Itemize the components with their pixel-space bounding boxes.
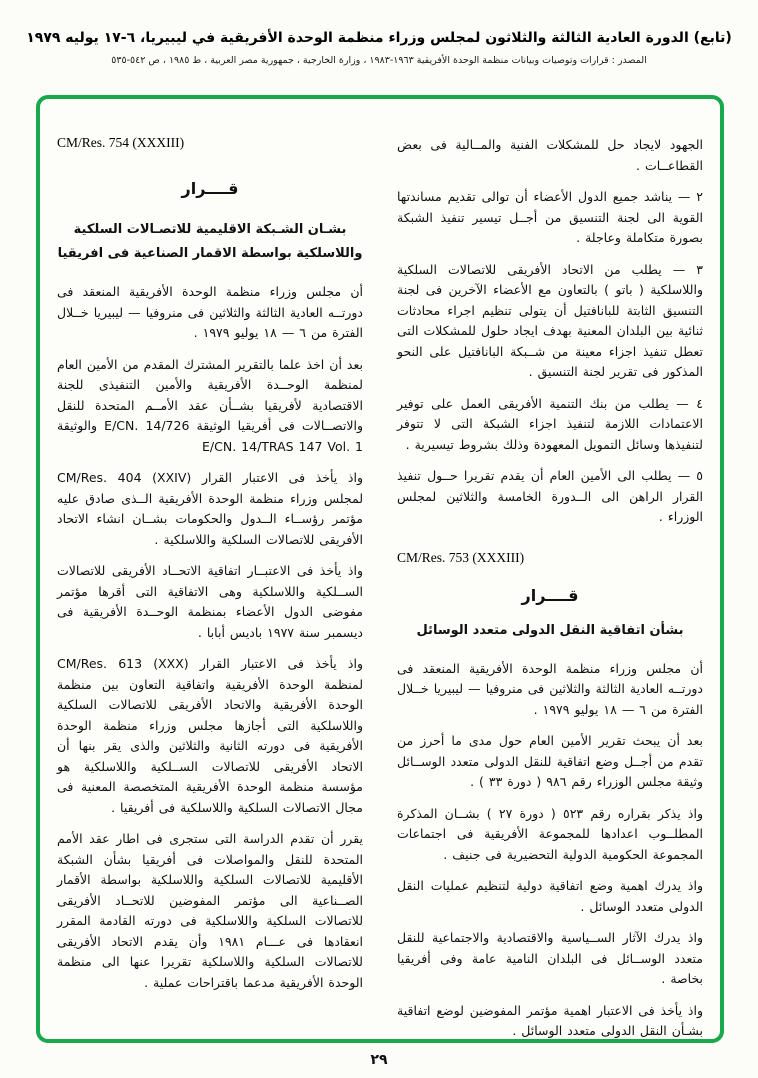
column-right bbox=[397, 135, 703, 1039]
resolution-number-754: CM/Res. 754 (XXXIII) bbox=[57, 135, 185, 150]
paragraph: ٥ — يطلب الى الأمين العام أن يقدم تقريرا حــول تنفيذ القرار الراهن الى الــدورة الخامسة والثلاثين لمجلس الوزراء . bbox=[397, 468, 703, 524]
paragraph: الجهود لايجاد حل للمشكلات الفنية والمــالية فى بعض القطاعــات . bbox=[397, 137, 703, 173]
page-header bbox=[0, 0, 758, 66]
resolution-subject-754 bbox=[57, 218, 363, 266]
paragraph: بعد أن اخذ علما بالتقرير المشترك المقدم من الأمين العام لمنظمة الوحــدة الأفريقية والأمين التنفيذى للجنة الاقتصادية لأفريقيا بشــأن عقد الأمــم المتحدة للنقل والاتصــالات فى أفريقيا الوثيقة E/CN. 14/726 والوثيقة E/CN. 14/TRAS 147 Vol. 1 bbox=[57, 356, 363, 454]
paragraph: واذ يأخذ فى الاعتبار القرار CM/Res. 613 (XXX) لمنظمة الوحدة الأفريقية واتفاقية التعاون بين منظمة الوحدة الأفريقية والاتحاد الأفريقى للاتصالات السلكية واللاسلكية التى أجازها مجلس وزراء منظمة الوحدة الأفريقية فى دورته الثانية والثلاثين والذى يقر بنها أن الاتحاد الأفريقى للاتصالات الســلكية واللاسلكية هو مؤسسة منظمة الوحدة الأفريقية المتخصصة المعنية فى مجال الاتصالات السلكية واللاسلكية فى أفريقيا . bbox=[57, 656, 364, 815]
paragraph: يقرر أن تقدم الدراسة التى ستجرى فى اطار عقد الأمم المتحدة للنقل والمواصلات فى أفريقيا بشأن الشبكة الأقليمية للاتصالات السلكية واللاسلكية بواسطة الأقمار الصــناعية الى مؤتمر المفوضين للاتحــاد الأفريقى للاتصالات السلكية واللاسلكية فى دورته القادمة المقرر انعقادها فى عـــام ١٩٨١ وأن يقدم الاتحاد الأفريقى للاتصالات السلكية واللاسلكية تقريرا عنها الى منظمة الوحدة الأفريقية مدعما باقتراحات عملية . bbox=[57, 831, 364, 990]
paragraph: بعد أن يبحث تقرير الأمين العام حول مدى ما أحرز من تقدم من أجــل وضع اتفاقية للنقل الدولى متعدد الوســائل وثيقة مجلس الوزراء رقم ٩٨٦ ( دورة ٣٣ ) . bbox=[397, 733, 703, 790]
green-border-frame bbox=[36, 95, 724, 1043]
paragraph: واذ يأخذ فى الاعتبار القرار CM/Res. 404 (XXIV) لمجلس وزراء منظمة الوحدة الأفريقية الــذى صادق عليه مؤتمر رؤســاء الــدول والحكومات بشــان انشاء الاتحاد الأفريقى للاتصالات السلكية واللاسلكية . bbox=[57, 470, 364, 547]
paragraph: أن مجلس وزراء منظمة الوحدة الأفريقية المنعقد فى دورتــه العادية الثالثة والثلاثين فى منروفيا — ليبيريا خــلال الفترة من ٦ — ١٨ يوليو ١٩٧٩ . bbox=[397, 660, 703, 717]
paragraph: ٣ — يطلب من الاتحاد الأفريقى للاتصالات السلكية واللاسلكية ( باتو ) بالتعاون مع الأعضاء الآخرين فى لجنة التنسيق الثابتة للبانافتيل أن يتولى تنظيم اجراء محادثات ثنائية بين البلدان المعنية بهدف ايجاد حلول للمشكلات التى تعطل تنفيذ اجزاء معينة من شــبكة البانافتيل على النحو المذكور فى تقرير لجنة التنسيق . bbox=[397, 261, 703, 379]
paragraph: واذ يدرك اهمية وضع اتفاقية دولية لتنظيم عمليات النقل الدولى متعدد الوسائل . bbox=[397, 878, 703, 914]
header-session-line: (تابع) الدورة العادية الثالثة والثلاثون لمجلس وزراء منظمة الوحدة الأفريقية في ليبيريا، ٦-١٧ يوليه ١٩٧٩ bbox=[26, 30, 732, 46]
column-left bbox=[57, 135, 363, 1023]
paragraph: ٢ — يناشد جميع الدول الأعضاء أن توالى تقديم مساندتها القوية الى لجنة التنسيق من أجــل تيسير تنفيذ الشبكة بصورة متكاملة وعاجلة . bbox=[397, 189, 703, 245]
page-number: ٢٩ bbox=[370, 1052, 388, 1068]
header-source-line: المصدر : قرارات وتوصيات وبيانات منظمة الوحدة الأفريقية ١٩٦٣-١٩٨٣ ، وزارة الخارجية ، جمهورية مصر العربية ، ط ١٩٨٥ ، ص ٥٤٢-٥٣٥ bbox=[111, 55, 647, 66]
resolution-subject-753: بشأن اتفاقية النقل الدولى متعدد الوسائل bbox=[416, 622, 684, 638]
paragraph: واذ يأخذ فى الاعتبار اهمية مؤتمر المفوضين لوضع اتفاقية بشـأن النقل الدولى متعدد الوسائل . bbox=[397, 1002, 703, 1039]
paragraph: أن مجلس وزراء منظمة الوحدة الأفريقية المنعقد فى دورتــه العادية الثالثة والثلاثين فى منروفيا — ليبيريا خــلال الفترة من ٦ — ١٨ يوليو ١٩٧٩ . bbox=[57, 284, 363, 341]
paragraph: ٤ — يطلب من بنك التنمية الأفريقى العمل على توفير الاعتمادات اللازمة لتنفيذ اجزاء الشبكة التى لا تتوفر لتنفيذها وسائل التمويل المعهودة وذلك بشروط تيسيرية . bbox=[397, 395, 703, 452]
paragraph: واذ يذكر بقراره رقم ٥٢٣ ( دورة ٢٧ ) بشــان المذكرة المطلــوب اعدادها للمجموعة الأفريقية فى اجتماعات المجموعة الحكومية الدولية التحضيرية فى جنيف . bbox=[397, 805, 703, 862]
content-columns bbox=[57, 135, 703, 1039]
resolution-title-753: قــــرار bbox=[521, 585, 579, 605]
resolution-subject-754-line2: واللاسلكية بواسطة الاقمار الصناعية فى افريقيا bbox=[57, 246, 363, 262]
resolution-number-753: CM/Res. 753 (XXXIII) bbox=[397, 549, 525, 565]
resolution-subject-754-line1: بشـان الشـبكة الاقليمية للاتصـالات السلكية bbox=[73, 222, 347, 237]
resolution-title-754: قــــرار bbox=[181, 179, 239, 198]
paragraph: واذ يدرك الآثار الســياسية والاقتصادية والاجتماعية للنقل متعدد الوســائل فى البلدان النامية عامة وفى أفريقيا بخاصة . bbox=[397, 930, 703, 987]
paragraph: واذ يأخذ فى الاعتبــار اتفاقية الاتحــاد الأفريقى للاتصالات الســلكية واللاسلكية وهى الاتفاقية التى أقرها مؤتمر مفوضى الدول الأعضاء بمنظمة الوحــدة الأفريقية فى ديسمبر سنة ١٩٧٧ باديس أبابا . bbox=[57, 563, 363, 640]
